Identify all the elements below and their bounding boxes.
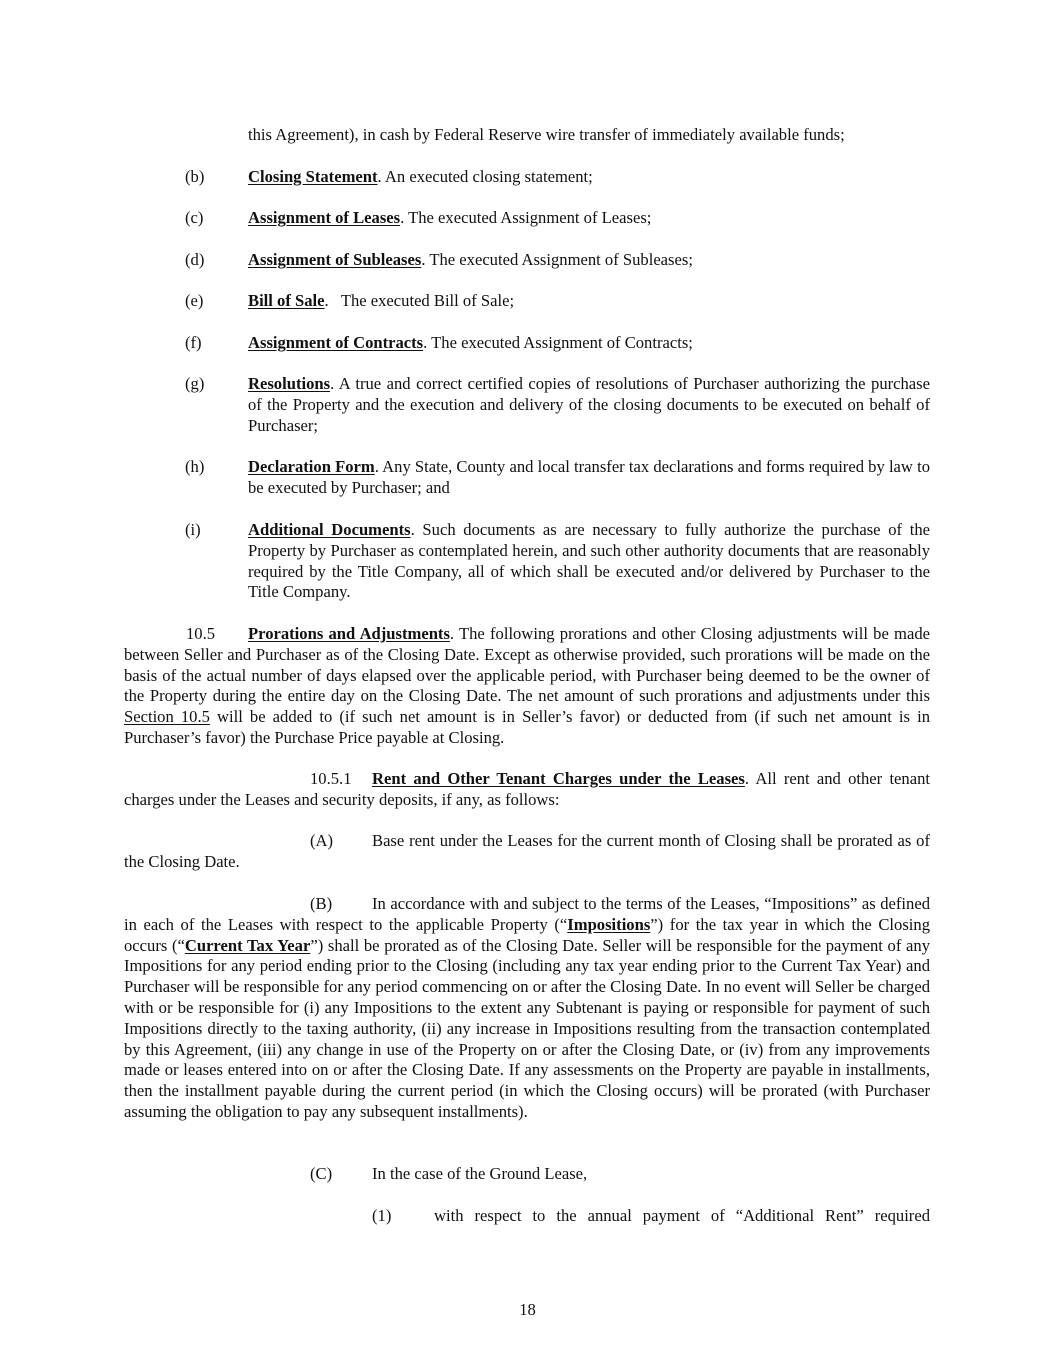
item-text: . A true and correct certified copies of resolutions of Purchaser authorizing the purchase of the Property and the execution and delivery of the closing documents to be executed on behalf of Purchaser; bbox=[248, 374, 930, 435]
section-heading: Prorations and Adjustments bbox=[248, 624, 450, 643]
defined-term-current-tax-year: Current Tax Year bbox=[184, 935, 311, 955]
subsection-text: with respect to the annual payment of “Additional Rent” required bbox=[434, 1206, 930, 1225]
subsection-label: (A) bbox=[310, 831, 334, 850]
item-label: (b) bbox=[185, 167, 205, 186]
subsection-text: In the case of the Ground Lease, bbox=[372, 1164, 588, 1183]
section-number: 10.5 bbox=[186, 624, 216, 643]
subsection-text: ”) for the tax year in which the Closing occurs (“ bbox=[124, 914, 930, 955]
subsection-a bbox=[124, 831, 930, 873]
item-heading: Assignment of Subleases bbox=[248, 250, 422, 269]
item-label: (g) bbox=[185, 374, 205, 393]
item-heading: Additional Documents bbox=[248, 520, 411, 539]
section-text: will be added to (if such net amount is in Seller’s favor) or deducted from (if such net amount is in Purchaser’s favor) the Purchase Price payable at Closing. bbox=[124, 707, 931, 747]
subsection-text: In accordance with and subject to the terms of the Leases, “Impositions” as defined in each of the Leases with respect to the applicable Property (“ bbox=[124, 894, 930, 934]
item-label: (h) bbox=[185, 457, 205, 476]
item-text: . Any State, County and local transfer tax declarations and forms required by law to be executed by Purchaser; and bbox=[248, 457, 930, 497]
subsection-text: ”) shall be prorated as of the Closing Date. Seller will be responsible for the payment of any Impositions for any period ending prior to the Closing (including any tax year ending prior to the Current Tax Year) and Purchaser will be responsible for any period commencing on or after the Closing Date. In no event will Seller be charged with or be responsible for (i) any Impositions to the extent any Subtenant is paying or responsible for payment of such Impositions directly to the taxing authority, (ii) any increase in Impositions resulting from the transaction contemplated by this Agreement, (iii) any change in use of the Property on or after the Closing Date, or (iv) from any improvements made or leases entered into on or after the Closing Date. If any assessments on the Property are payable in installments, then the installment payable during the current period (in which the Closing occurs) will be prorated (with Purchaser assuming the obligation to pay any subsequent installments). bbox=[124, 935, 930, 1121]
subsection-c bbox=[310, 1164, 587, 1185]
item-heading: Assignment of Leases bbox=[248, 208, 401, 227]
page-number: 18 bbox=[519, 1300, 536, 1319]
subsection-label: (B) bbox=[310, 894, 333, 913]
item-text: . Such documents as are necessary to fully authorize the purchase of the Property by Purchaser as contemplated herein, and such other authority documents that are reasonably required by the Title Company, all of which shall be executed and/or delivered by Purchaser to the Title Company. bbox=[248, 520, 930, 602]
subsection-label: (C) bbox=[310, 1164, 333, 1183]
item-heading: Closing Statement bbox=[248, 167, 378, 186]
item-text: . The executed Assignment of Contracts; bbox=[423, 333, 693, 352]
item-text: . The executed Bill of Sale; bbox=[324, 291, 515, 310]
subsection-label: (1) bbox=[372, 1206, 392, 1225]
item-label: (i) bbox=[185, 520, 201, 539]
item-heading: Bill of Sale bbox=[248, 291, 325, 310]
section-number: 10.5.1 bbox=[310, 769, 352, 788]
item-heading: Resolutions bbox=[248, 374, 331, 393]
subsection-text: Base rent under the Leases for the current month of Closing shall be prorated as of the Closing Date. bbox=[124, 831, 930, 871]
continuation-line: this Agreement), in cash by Federal Reserve wire transfer of immediately available funds; bbox=[248, 125, 845, 144]
defined-term-impositions: Impositions bbox=[567, 914, 651, 934]
section-heading: Rent and Other Tenant Charges under the Leases bbox=[372, 769, 745, 788]
section-text: . The following prorations and other Closing adjustments will be made between Seller and Purchaser as of the Closing Date. Except as otherwise provided, such prorations will be made on the basis of the actual number of days elapsed over the applicable period, with Purchaser being deemed to be the owner of the Property during the entire day on the Closing Date. The net amount of such prorations and adjustments under this bbox=[124, 624, 930, 706]
item-heading: Assignment of Contracts bbox=[248, 333, 424, 352]
item-text: . An executed closing statement; bbox=[377, 167, 593, 186]
item-label: (d) bbox=[185, 250, 205, 269]
section-cross-reference: Section 10.5 bbox=[124, 707, 210, 727]
section-text: . All rent and other tenant charges under the Leases and security deposits, if any, as follows: bbox=[124, 769, 930, 809]
section-10-5 bbox=[124, 624, 930, 749]
item-label: (c) bbox=[185, 208, 204, 227]
item-label: (f) bbox=[185, 333, 202, 352]
item-label: (e) bbox=[185, 291, 204, 310]
subsection-b bbox=[124, 894, 930, 1123]
item-heading: Declaration Form bbox=[248, 457, 375, 476]
subsection-c-1 bbox=[372, 1206, 930, 1227]
item-text: . The executed Assignment of Subleases; bbox=[421, 250, 693, 269]
item-text: . The executed Assignment of Leases; bbox=[400, 208, 652, 227]
section-10-5-1 bbox=[124, 769, 930, 811]
